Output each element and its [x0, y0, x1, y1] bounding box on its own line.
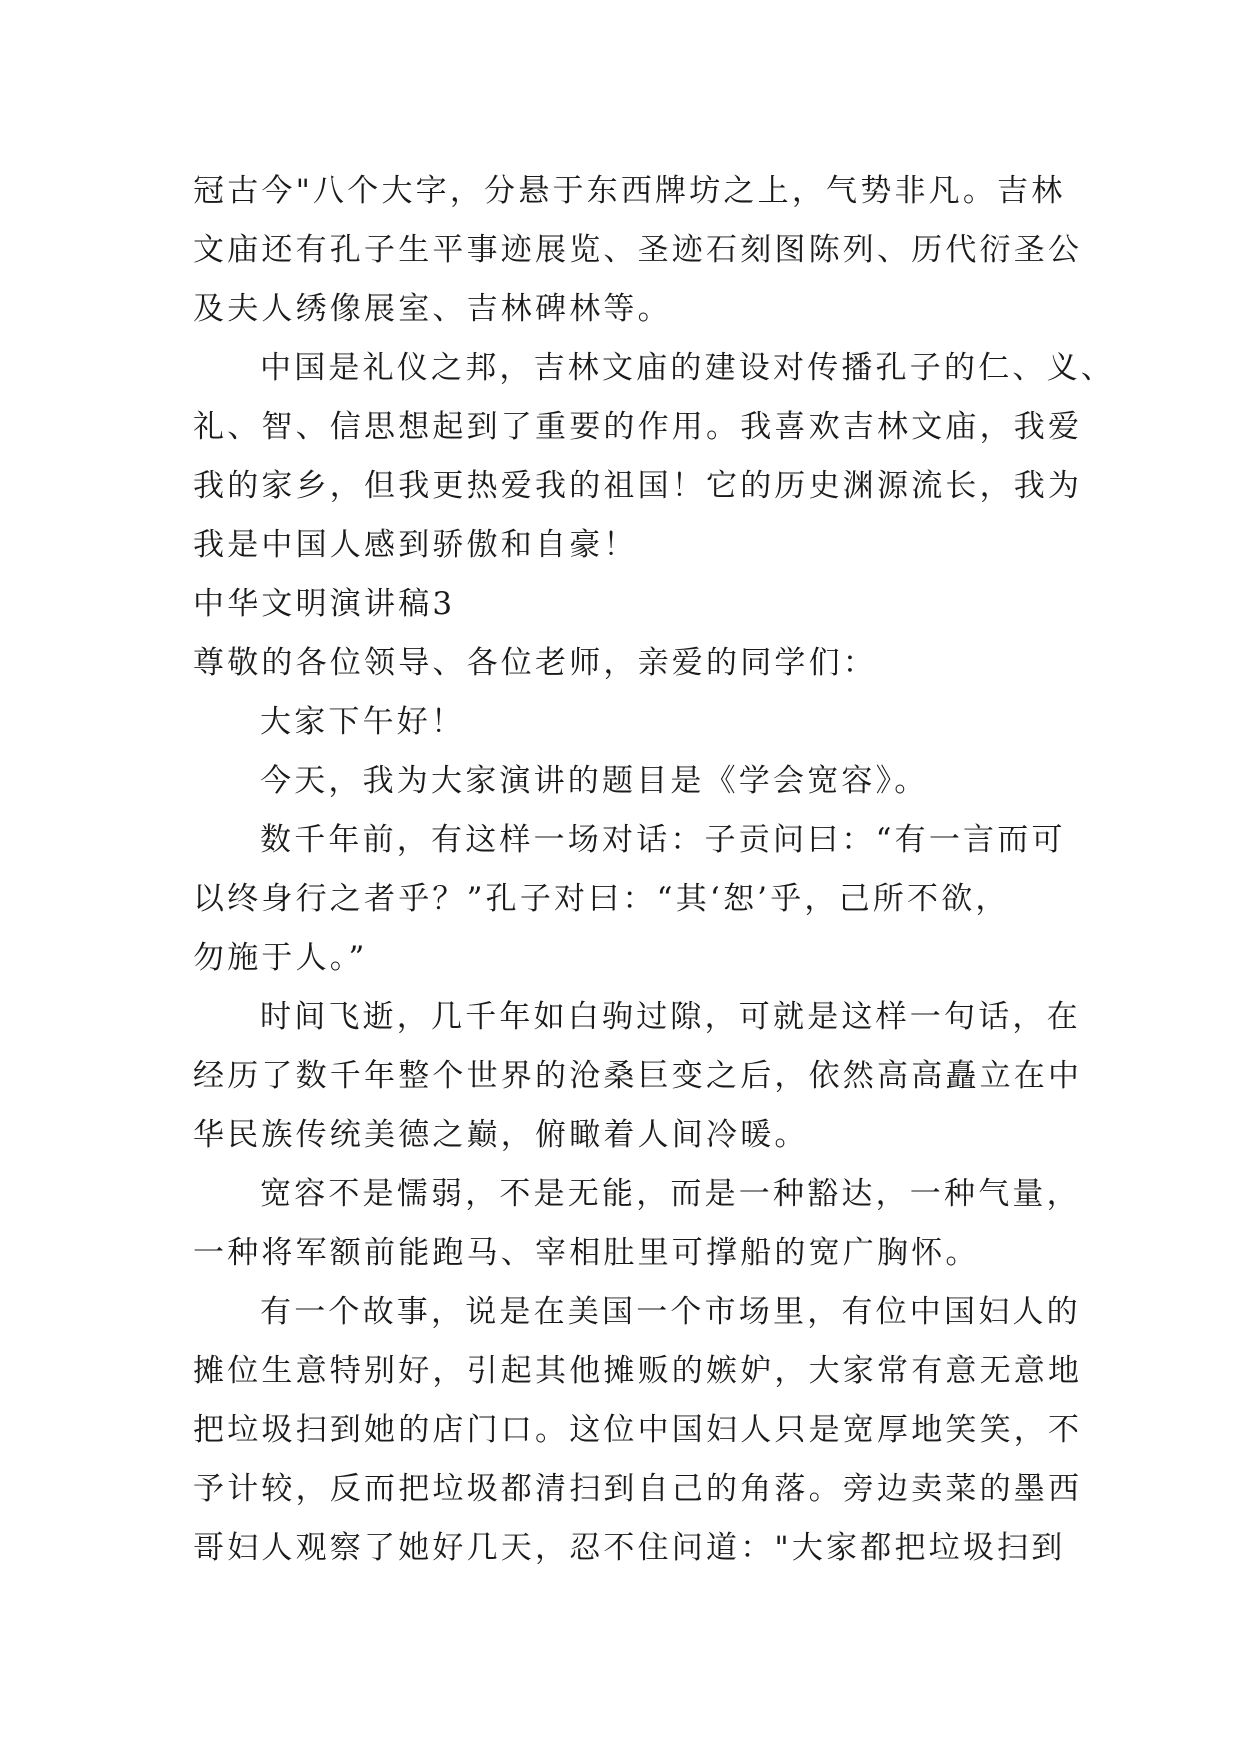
text-line: 时间飞逝，几千年如白驹过隙，可就是这样一句话，在: [260, 999, 1081, 1035]
document-body: [193, 162, 1115, 1578]
text-line: 大家下午好！: [260, 704, 466, 740]
text-line: 我的家乡，但我更热爱我的祖国！它的历史渊源流长，我为: [193, 468, 1083, 504]
text-line: 及夫人绣像展室、吉林碑林等。: [193, 291, 672, 327]
text-line: 礼、智、信思想起到了重要的作用。我喜欢吉林文庙，我爱: [193, 409, 1083, 445]
text-line: 把垃圾扫到她的店门口。这位中国妇人只是宽厚地笑笑，不: [193, 1412, 1083, 1448]
text-line: 宽容不是懦弱，不是无能，而是一种豁达，一种气量，: [260, 1176, 1081, 1212]
text-line: 摊位生意特别好，引起其他摊贩的嫉妒，大家常有意无意地: [193, 1353, 1083, 1389]
text-line: 文庙还有孔子生平事迹展览、圣迹石刻图陈列、历代衍圣公: [193, 232, 1083, 268]
text-line: 冠古今"八个大字，分悬于东西牌坊之上，气势非凡。吉林: [193, 173, 1066, 209]
text-line: 数千年前，有这样一场对话：子贡问曰：“有一言而可: [260, 822, 1066, 858]
text-line: 勿施于人。”: [193, 940, 368, 976]
text-line: 华民族传统美德之巅，俯瞰着人间冷暖。: [193, 1117, 809, 1153]
text-line: 有一个故事，说是在美国一个市场里，有位中国妇人的: [260, 1294, 1081, 1330]
text-line: 尊敬的各位领导、各位老师，亲爱的同学们：: [193, 645, 877, 681]
text-line: 我是中国人感到骄傲和自豪！: [193, 527, 638, 563]
text-line: 中国是礼仪之邦，吉林文庙的建设对传播孔子的仁、义、: [260, 350, 1115, 386]
text-line: 以终身行之者乎？”孔子对曰：“其‘恕’乎，己所不欲，: [193, 881, 1010, 917]
text-line: 哥妇人观察了她好几天，忍不住问道："大家都把垃圾扫到: [193, 1530, 1066, 1566]
text-line: 中华文明演讲稿3: [193, 586, 456, 622]
text-line: 经历了数千年整个世界的沧桑巨变之后，依然高高矗立在中: [193, 1058, 1083, 1094]
text-line: 今天，我为大家演讲的题目是《学会宽容》。: [260, 763, 929, 799]
text-line: 予计较，反而把垃圾都清扫到自己的角落。旁边卖菜的墨西: [193, 1471, 1083, 1507]
text-line: 一种将军额前能跑马、宰相肚里可撑船的宽广胸怀。: [193, 1235, 980, 1271]
